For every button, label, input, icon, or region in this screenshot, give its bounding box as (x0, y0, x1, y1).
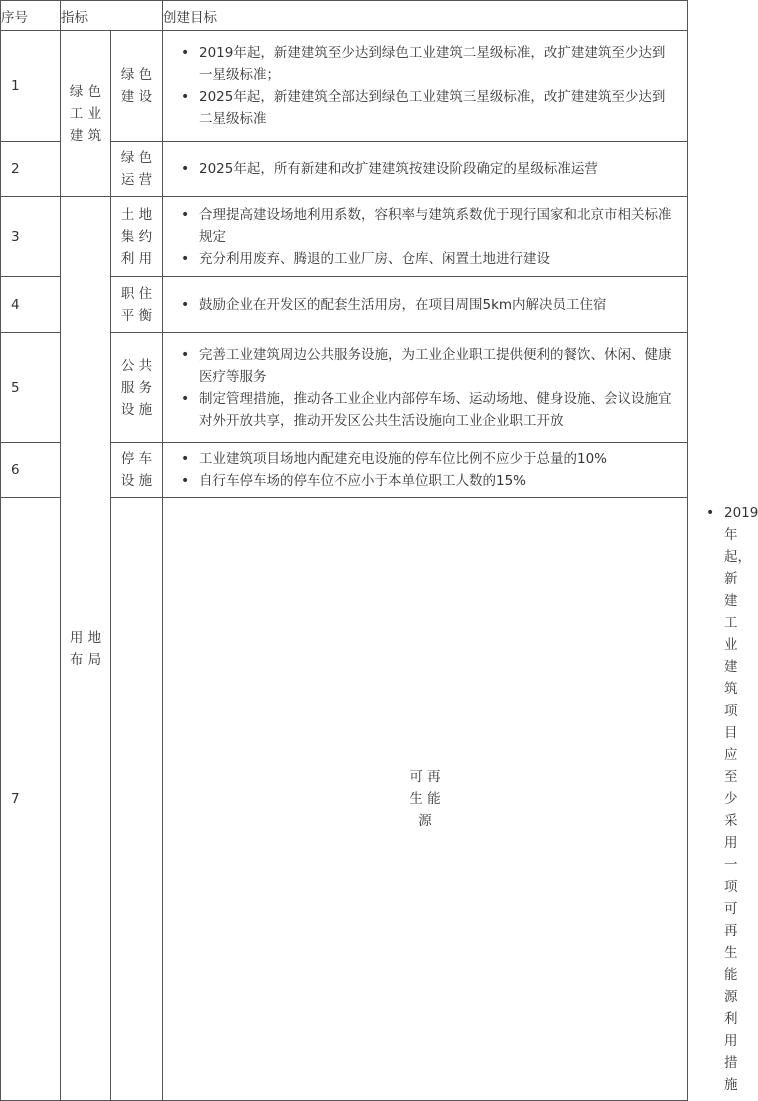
row-seq: 5 (1, 333, 61, 443)
category-line: 建 筑 (69, 127, 102, 144)
sub-indicator-line: 绿 色 (120, 150, 153, 166)
goal-item: • 完善工业建筑周边公共服务设施，为工业企业职工提供便利的餐饮、休闲、健康医疗等服务 (173, 344, 677, 388)
sub-indicator (111, 197, 163, 277)
sub-indicator-line: 公 共 (120, 357, 153, 374)
sub-indicator-line: 可 再 (409, 769, 441, 785)
sub-indicator-line: 绿 色 (120, 67, 153, 83)
sub-indicator (111, 277, 163, 333)
header-indicator: 指标 (61, 1, 163, 31)
goal-item: • 2019年起，新建工业建筑项目应至少采用一项可再生能源利用措施 (698, 502, 724, 1096)
goal-item: • 2025年起，新建建筑全部达到绿色工业建筑三星级标准，改扩建建筑至少达到二星级标准 (173, 86, 677, 130)
category-line: 布 局 (69, 651, 102, 668)
sub-indicator-line: 生 能 (409, 791, 441, 807)
category-empty (111, 498, 163, 1101)
sub-indicator-line: 建 设 (120, 89, 153, 105)
row-seq: 6 (1, 443, 61, 498)
sub-indicator-line: 土 地 (120, 206, 153, 223)
goal-item: • 制定管理措施，推动各工业企业内部停车场、运动场地、健身设施、会议设施宜对外开放共享，推动开发区公共生活设施向工业企业职工开放 (173, 388, 677, 432)
goal-item: • 自行车停车场的停车位不应小于本单位职工人数的15% (173, 470, 677, 492)
row-seq: 3 (1, 197, 61, 277)
goal-item: • 2025年起，所有新建和改扩建建筑按建设阶段确定的星级标准运营 (173, 158, 677, 180)
goal-cell (163, 31, 688, 142)
sub-indicator-line: 集 约 (120, 228, 153, 245)
goal-item: • 工业建筑项目场地内配建充电设施的停车位比例不应少于总量的10% (173, 448, 677, 470)
goal-cell (163, 333, 688, 443)
goal-item: • 合理提高建设场地利用系数，容积率与建筑系数优于现行国家和北京市相关标准规定 (173, 204, 677, 248)
header-goal: 创建目标 (163, 1, 688, 31)
table-row (1, 31, 688, 142)
category-line: 工 业 (69, 105, 102, 122)
sub-indicator (111, 142, 163, 197)
sub-indicator-line: 设 施 (120, 401, 153, 418)
category-line: 绿 色 (69, 83, 102, 100)
row-seq: 2 (1, 142, 61, 197)
sub-indicator (163, 498, 688, 1101)
sub-indicator (111, 333, 163, 443)
sub-indicator-line: 源 (418, 813, 432, 829)
sub-indicator-line: 平 衡 (120, 307, 153, 324)
row-seq: 1 (1, 31, 61, 142)
table-row (1, 197, 688, 277)
goal-item: • 2019年起，新建建筑至少达到绿色工业建筑二星级标准，改扩建建筑至少达到一星级标准； (173, 42, 677, 86)
sub-indicator-line: 利 用 (120, 250, 153, 267)
goal-item: • 充分利用废弃、腾退的工业厂房、仓库、闲置土地进行建设 (173, 248, 677, 270)
category-green-industrial-building (61, 31, 111, 197)
goal-item: • 鼓励企业在开发区的配套生活用房，在项目周围5km内解决员工住宿 (173, 294, 677, 316)
category-land-use-layout (61, 197, 111, 1101)
header-seq: 序号 (1, 1, 61, 31)
row-seq: 7 (1, 498, 61, 1101)
row-seq: 4 (1, 277, 61, 333)
sub-indicator-line: 停 车 (120, 451, 153, 467)
goal-cell (163, 142, 688, 197)
category-line: 用 地 (69, 629, 102, 646)
goal-cell (163, 443, 688, 498)
table-header-row (1, 1, 688, 31)
goal-cell (163, 277, 688, 333)
sub-indicator-line: 运 营 (120, 172, 153, 188)
sub-indicator (111, 443, 163, 498)
sub-indicator (111, 31, 163, 142)
sub-indicator-line: 设 施 (120, 473, 153, 489)
sub-indicator-line: 服 务 (120, 379, 153, 396)
sub-indicator-line: 职 住 (120, 285, 153, 302)
goal-cell (163, 197, 688, 277)
